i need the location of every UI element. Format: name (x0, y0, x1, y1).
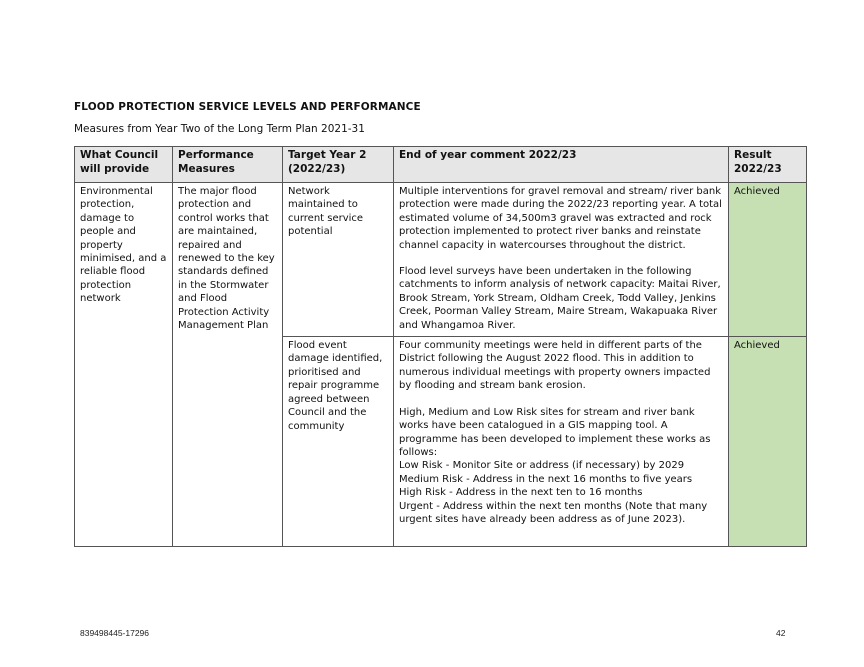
cell-result (729, 337, 807, 547)
header-result: Result 2022/23 (729, 147, 807, 183)
cell-result (729, 183, 807, 337)
document-id: 839498445-17296 (80, 628, 150, 638)
comment-paragraph: Four community meetings were held in different parts of the District following the August 2022 flood. This in addition to numerous individual meetings with property owners impacted by flooding and stream bank erosion. (399, 340, 711, 392)
comment-paragraph: Flood level surveys have been undertaken in the following catchments to inform analysis of network capacity: Maitai River, Brook Stream, York Stream, Oldham Creek, Todd Valley, Jenkins Creek, Poorman Valley Stream, Maire Stream, Wakapuaka River and Whangamoa River. (399, 266, 721, 331)
page-subtitle: Measures from Year Two of the Long Term Plan 2021-31 (74, 123, 365, 135)
header-target-year: Target Year 2 (2022/23) (283, 147, 394, 183)
header-what-council-will-provide: What Council will provide (75, 147, 173, 183)
result-badge: Achieved (734, 340, 780, 352)
performance-table (74, 146, 807, 547)
table-row (75, 183, 807, 337)
target-text: Flood event damage identified, prioritised and repair programme agreed between Council and the community (288, 340, 383, 432)
cell-target (283, 337, 394, 547)
target-text: Network maintained to current service potential (288, 186, 364, 238)
cell-performance-measure (173, 183, 283, 547)
header-performance-measures: Performance Measures (173, 147, 283, 183)
cell-comment (394, 183, 729, 337)
result-badge: Achieved (734, 186, 780, 197)
cell-what-council-will-provide (75, 183, 173, 547)
table-header-row (75, 147, 807, 183)
page-title: FLOOD PROTECTION SERVICE LEVELS AND PERFORMANCE (74, 101, 421, 113)
comment-paragraph: Multiple interventions for gravel removal and stream/ river bank protection were made during the 2022/23 reporting year. A total estimated volume of 34,500m3 gravel was extracted and rock protection implemented to protect river banks and reinstate channel capacity in watercourses throughout the district. (399, 186, 722, 251)
cell-target (283, 183, 394, 337)
cell-comment (394, 337, 729, 547)
provide-text: Environmental protection, damage to people and property minimised, and a reliable flood protection network (80, 186, 167, 305)
comment-paragraph: High, Medium and Low Risk sites for stream and river bank works have been catalogued in a GIS mapping tool. A programme has been developed to implement these works as follows: Low Risk - Monitor Site or address (if necessary) by 2029 Medium Risk - Address in the next 16 months to five years High Risk - Address in the next ten to 16 months Urgent - Address within the next ten months (Note that many urgent sites have already been address as of June 2023). (399, 406, 711, 525)
page-number: 42 (776, 628, 786, 638)
measure-text: The major flood protection and control works that are maintained, repaired and renewed to the key standards defined in the Stormwater and Flood Protection Activity Management Plan (178, 186, 275, 332)
header-end-of-year-comment: End of year comment 2022/23 (394, 147, 729, 183)
